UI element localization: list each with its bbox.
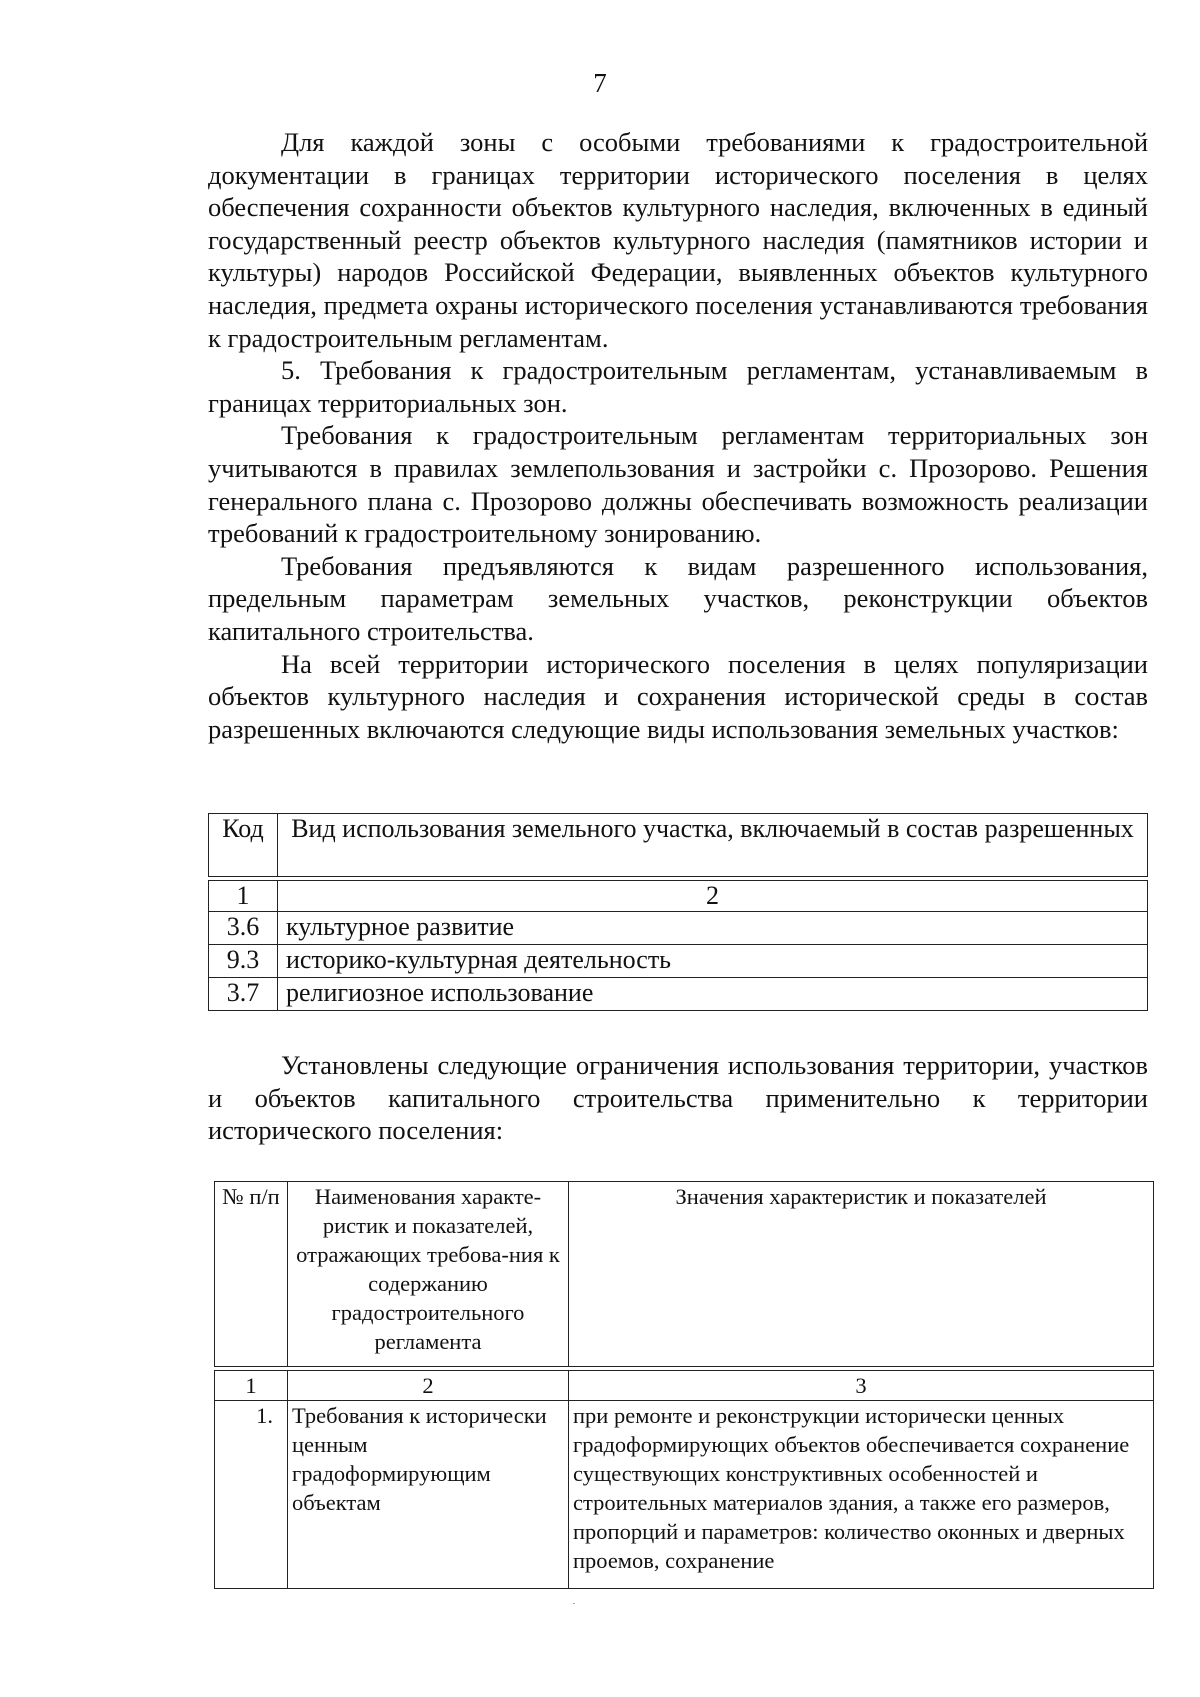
table-row: [215, 1401, 1154, 1589]
land-use-code: 3.6: [209, 912, 278, 945]
column-number: 3: [569, 1371, 1154, 1401]
header-land-use: Вид использования земельного участка, включаемый в состав разрешенных: [278, 814, 1148, 877]
column-number-row: [215, 1371, 1154, 1401]
column-number: 2: [288, 1371, 569, 1401]
paragraph: Требования предъявляются к видам разрешенного использования, предельным параметрам земельных участков, реконструкции объектов капитального строительства.: [208, 550, 1148, 646]
intro-text: [208, 126, 1148, 745]
column-number-row: [209, 881, 1148, 912]
land-use-name: историко-культурная деятельность: [278, 945, 1148, 978]
scan-mark: [573, 1603, 575, 1604]
header-characteristic-value: Значения характеристик и показателей: [569, 1182, 1154, 1367]
characteristic-value: при ремонте и реконструкции исторически ценных градоформирующих объектов обеспечивается сохранение существующих конструктивных особенностей и строительных материалов здания, а также его размеров, пропорций и параметров: количество оконных и дверных проемов, сохранение: [569, 1401, 1154, 1589]
land-use-name: культурное развитие: [278, 912, 1148, 945]
column-number: 1: [209, 881, 278, 912]
land-use-code: 3.7: [209, 978, 278, 1011]
paragraph: Для каждой зоны с особыми требованиями к градостроительной документации в границах территории исторического поселения в целях обеспечения сохранности объектов культурного наследия, включенных в единый государственный реестр объектов культурного наследия (памятников истории и культуры) народов Российской Федерации, выявленных объектов культурного наследия, предмета охраны исторического поселения устанавливаются требования к градостроительным регламентам.: [208, 127, 1148, 353]
paragraph: 5. Требования к градостроительным регламентам, устанавливаемым в границах территориальных зон.: [208, 355, 1148, 418]
land-use-table: [208, 813, 1148, 1011]
paragraph: На всей территории исторического поселения в целях популяризации объектов культурного наследия и сохранения исторической среды в состав разрешенных включаются следующие виды использования земельных участков:: [208, 648, 1148, 744]
page-number: 7: [593, 68, 607, 98]
header-code: Код: [209, 814, 278, 877]
table-row: [209, 912, 1148, 945]
table-header-row: [209, 814, 1148, 877]
land-use-code: 9.3: [209, 945, 278, 978]
characteristic-name: Требования к исторически ценным градоформирующим объектам: [288, 1401, 569, 1589]
column-number: 2: [278, 881, 1148, 912]
table-row: [209, 945, 1148, 978]
paragraph: Требования к градостроительным регламентам территориальных зон учитываются в правилах землепользования и застройки с. Прозорово. Решения генерального плана с. Прозорово должны обеспечивать возможность реализации требований к градостроительному зонированию.: [208, 420, 1148, 549]
table-row: [209, 978, 1148, 1011]
table-header-row: [215, 1182, 1154, 1367]
column-number: 1: [215, 1371, 288, 1401]
restrictions-text: [208, 1049, 1148, 1147]
header-number: № п/п: [215, 1182, 288, 1367]
header-characteristic-name: Наименования характе-ристик и показателей, отражающих требова-ния к содержанию градостроительного регламента: [288, 1182, 569, 1367]
restrictions-table: [214, 1181, 1154, 1589]
paragraph: Установлены следующие ограничения использования территории, участков и объектов капитального строительства применительно к территории исторического поселения:: [208, 1050, 1148, 1146]
land-use-name: религиозное использование: [278, 978, 1148, 1011]
row-number: 1.: [215, 1401, 288, 1589]
